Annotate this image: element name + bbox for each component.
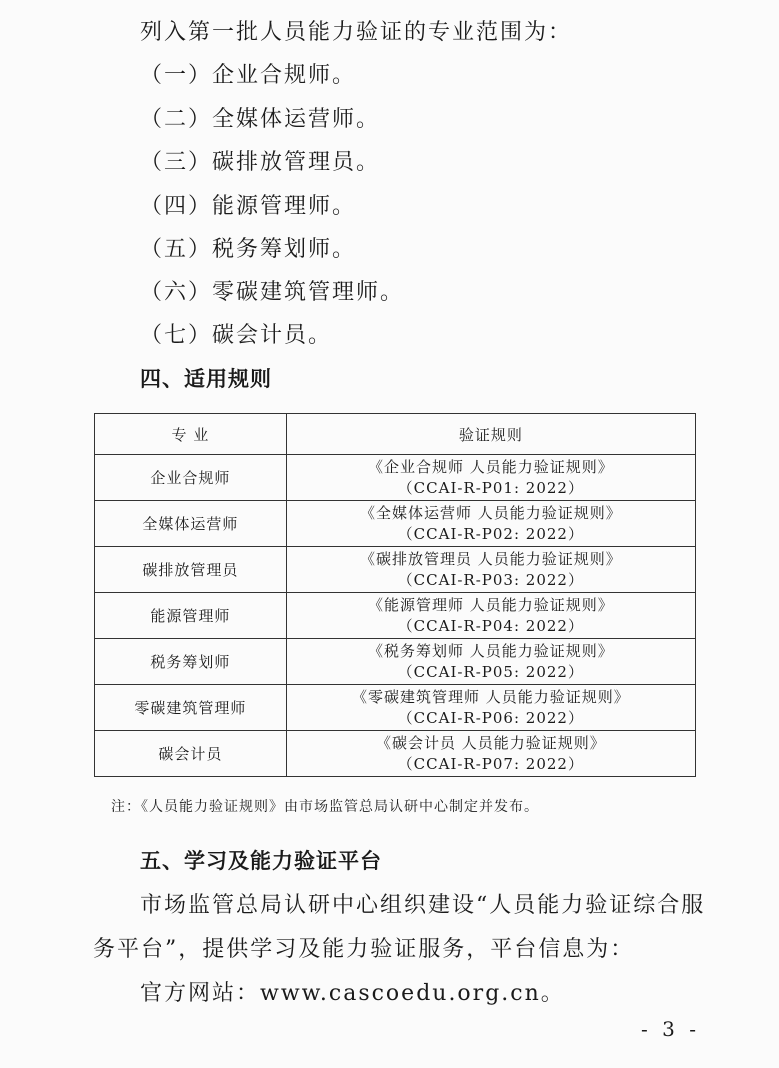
rule-cell: [286, 685, 695, 731]
rule-code: （CCAI-R-P03: 2022）: [397, 570, 584, 589]
major-cell: 碳排放管理员: [95, 547, 287, 593]
rule-cell: [286, 731, 695, 777]
major-cell: 能源管理师: [95, 593, 287, 639]
major-item-2: （二）全媒体运营师。: [140, 107, 381, 132]
table-row: [95, 593, 696, 639]
rule-name: 《零碳建筑管理师 人员能力验证规则》: [351, 687, 630, 706]
official-website-line: 官方网站：www.cascoedu.org.cn。: [140, 981, 565, 1006]
table-row: [95, 685, 696, 731]
rule-code: （CCAI-R-P07: 2022）: [397, 754, 584, 773]
major-cell: 全媒体运营师: [95, 501, 287, 547]
major-cell: 企业合规师: [95, 455, 287, 501]
major-item-6: （六）零碳建筑管理师。: [140, 280, 405, 305]
major-item-1: （一）企业合规师。: [140, 63, 357, 88]
rule-cell: [286, 593, 695, 639]
rule-code: （CCAI-R-P05: 2022）: [397, 662, 584, 681]
section-5-paragraph-line-2: 务平台”，提供学习及能力验证服务，平台信息为：: [93, 937, 635, 962]
table-row: [95, 455, 696, 501]
section-5-heading: 五、学习及能力验证平台: [140, 849, 382, 873]
page-number: - 3 -: [641, 1017, 700, 1041]
header-rule: 验证规则: [286, 414, 695, 455]
intro-text: 列入第一批人员能力验证的专业范围为：: [140, 20, 573, 45]
header-major: 专 业: [95, 414, 287, 455]
section-4-heading: 四、适用规则: [140, 367, 272, 391]
major-cell: 零碳建筑管理师: [95, 685, 287, 731]
table-note: 注：《人员能力验证规则》由市场监管总局认研中心制定并发布。: [111, 799, 539, 815]
rule-cell: [286, 455, 695, 501]
major-item-3: （三）碳排放管理员。: [140, 150, 381, 175]
rule-cell: [286, 639, 695, 685]
table-row: [95, 547, 696, 593]
major-cell: 税务筹划师: [95, 639, 287, 685]
rule-name: 《全媒体运营师 人员能力验证规则》: [359, 503, 622, 522]
rule-name: 《碳排放管理员 人员能力验证规则》: [359, 549, 622, 568]
rule-code: （CCAI-R-P06: 2022）: [397, 708, 584, 727]
rule-cell: [286, 501, 695, 547]
section-5-paragraph-line-1: 市场监管总局认研中心组织建设“人员能力验证综合服: [140, 893, 706, 918]
table-row: [95, 501, 696, 547]
table-row: [95, 639, 696, 685]
rule-code: （CCAI-R-P04: 2022）: [397, 616, 584, 635]
rule-cell: [286, 547, 695, 593]
major-item-5: （五）税务筹划师。: [140, 237, 357, 262]
rule-name: 《碳会计员 人员能力验证规则》: [375, 733, 606, 752]
rule-name: 《企业合规师 人员能力验证规则》: [367, 457, 614, 476]
rule-name: 《能源管理师 人员能力验证规则》: [367, 595, 614, 614]
rule-code: （CCAI-R-P01: 2022）: [397, 478, 584, 497]
table-header-row: [95, 414, 696, 455]
table-row: [95, 731, 696, 777]
rule-name: 《税务筹划师 人员能力验证规则》: [367, 641, 614, 660]
major-cell: 碳会计员: [95, 731, 287, 777]
major-item-7: （七）碳会计员。: [140, 323, 333, 348]
major-item-4: （四）能源管理师。: [140, 194, 357, 219]
rules-table: [94, 413, 696, 777]
rule-code: （CCAI-R-P02: 2022）: [397, 524, 584, 543]
